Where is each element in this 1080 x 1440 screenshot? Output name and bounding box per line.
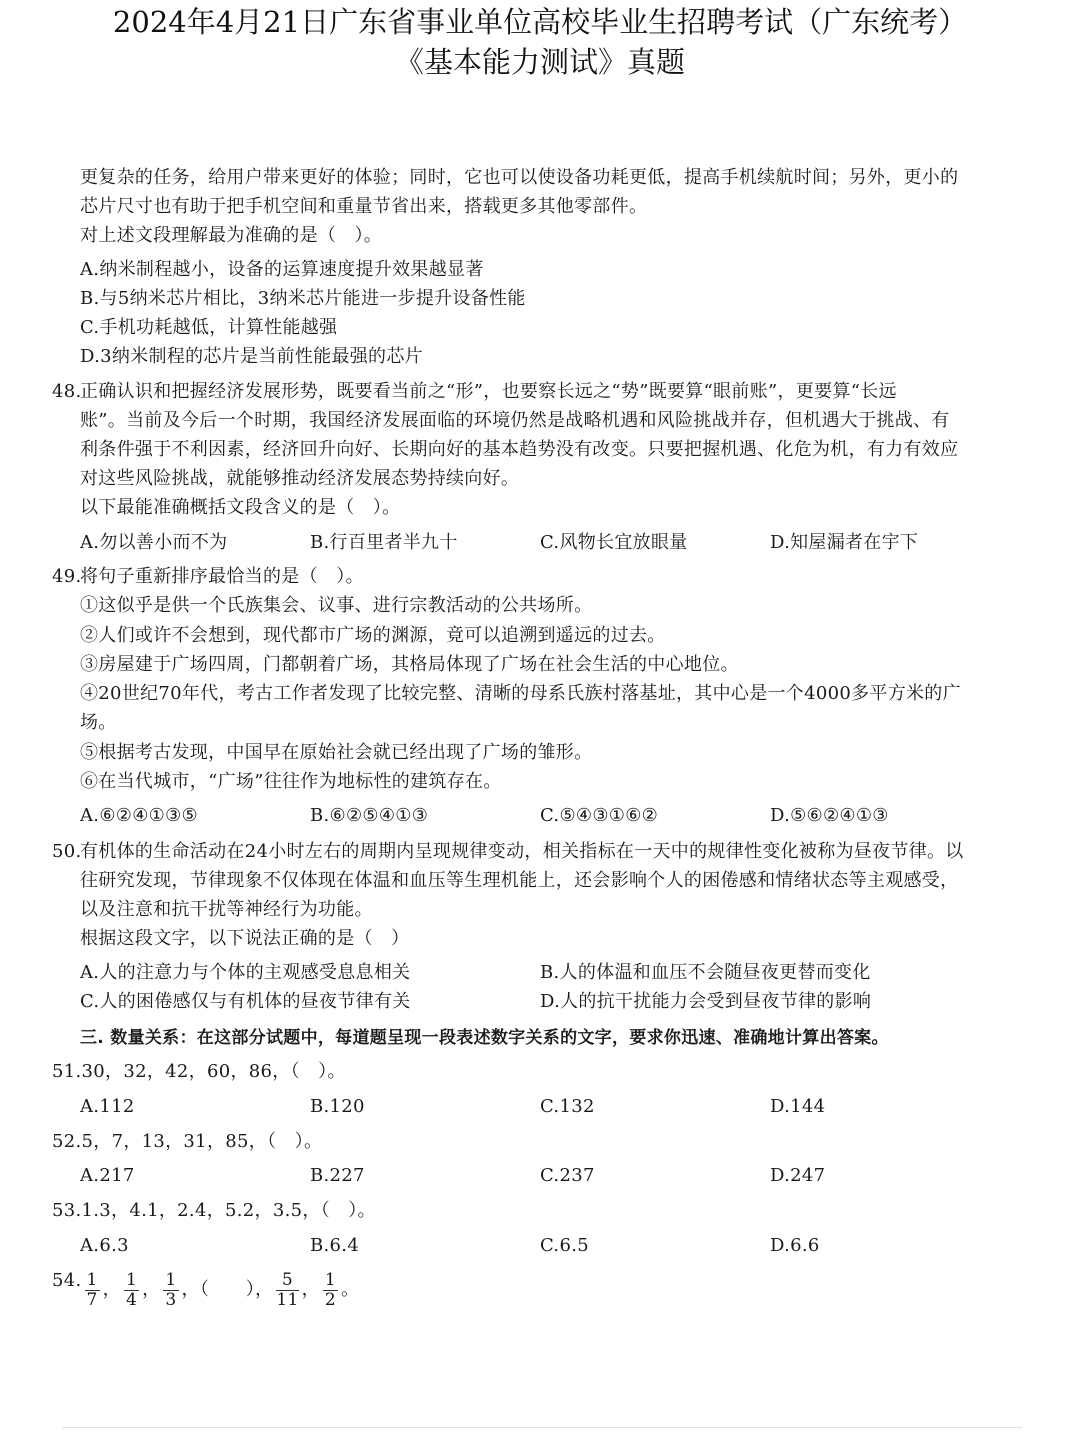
q47-option-b: B.与5纳米芯片相比，3纳米芯片能进一步提升设备性能 <box>80 288 526 309</box>
numerator: 1 <box>165 1269 177 1290</box>
q50-prompt: 根据这段文字，以下说法正确的是（ ） <box>80 928 410 949</box>
separator: ， <box>301 1279 320 1300</box>
q49-sentence: ⑥在当代城市，“广场”往往作为地标性的建筑存在。 <box>80 771 502 792</box>
q49-sentence: ⑤根据考古发现，中国早在原始社会就已经出现了广场的雏形。 <box>80 742 593 763</box>
q50-passage-line: 以及注意和抗干扰等神经行为功能。 <box>80 899 373 920</box>
section-heading-quantitative: 三. 数量关系：在这部分试题中，每道题呈现一段表述数字关系的文字，要求你迅速、准确地计算出答案。 <box>80 1028 889 1048</box>
q47-passage-line: 更复杂的任务，给用户带来更好的体验；同时，它也可以使设备功耗更低，提高手机续航时间；另外，更小的 <box>80 167 959 188</box>
q48-number: 48. <box>52 381 82 402</box>
q53-option-d: D.6.6 <box>770 1235 820 1256</box>
q49-sentence: ④20世纪70年代，考古工作者发现了比较完整、清晰的母系氏族村落基址，其中心是一个4000多平方米的广 <box>80 683 961 704</box>
q50-option-b: B.人的体温和血压不会随昼夜更替而变化 <box>540 962 871 983</box>
denominator: 11 <box>276 1289 299 1310</box>
numerator: 1 <box>125 1269 138 1290</box>
q53-option-b: B.6.4 <box>310 1235 360 1256</box>
q49-number: 49. <box>52 566 82 587</box>
period: 。 <box>341 1279 360 1300</box>
q49-sentence: ②人们或许不会想到，现代都市广场的渊源，竟可以追溯到遥远的过去。 <box>80 625 666 646</box>
q51-option-a: A.112 <box>80 1096 135 1117</box>
denominator: 2 <box>324 1289 337 1310</box>
q54-stem <box>52 1268 359 1312</box>
separator: ， <box>102 1279 121 1300</box>
q52-stem: 52.5，7，13，31，85，（ ）。 <box>52 1131 323 1152</box>
q53-option-a: A.6.3 <box>80 1235 129 1256</box>
q47-option-d: D.3纳米制程的芯片是当前性能最强的芯片 <box>80 346 423 367</box>
q52-option-d: D.247 <box>770 1165 826 1186</box>
q50-number: 50. <box>52 841 82 862</box>
q47-prompt: 对上述文段理解最为准确的是（ ）。 <box>80 225 383 246</box>
q50-option-a: A.人的注意力与个体的主观感受息息相关 <box>80 962 411 983</box>
fraction <box>85 1271 100 1310</box>
q48-passage-line: 对这些风险挑战，就能够推动经济发展态势持续向好。 <box>80 468 520 489</box>
q48-option-d: D.知屋漏者在宇下 <box>770 532 919 553</box>
q49-sentence: ①这似乎是供一个氏族集会、议事、进行宗教活动的公共场所。 <box>80 595 593 616</box>
numerator: 1 <box>324 1269 337 1290</box>
q48-option-c: C.风物长宜放眼量 <box>540 532 688 553</box>
q48-passage-line: 账”。当前及今后一个时期，我国经济发展面临的环境仍然是战略机遇和风险挑战并存，但机遇大于挑战、有 <box>80 410 950 431</box>
q51-option-c: C.132 <box>540 1096 595 1117</box>
numerator: 5 <box>276 1271 298 1291</box>
q49-option-c: C.⑤④③①⑥② <box>540 805 659 826</box>
q48-passage-line: 正确认识和把握经济发展形势，既要看当前之“形”，也要察长远之“势”既要算“眼前账”，更要算“长远 <box>80 381 897 402</box>
fraction <box>276 1271 298 1310</box>
q49-sentence: 场。 <box>80 712 117 733</box>
q48-prompt: 以下最能准确概括文段含义的是（ ）。 <box>80 497 401 518</box>
q47-passage-line: 芯片尺寸也有助于把手机空间和重量节省出来，搭载更多其他零部件。 <box>80 196 648 217</box>
q53-stem: 53.1.3，4.1，2.4，5.2，3.5，（ ）。 <box>52 1200 376 1221</box>
q50-option-c: C.人的困倦感仅与有机体的昼夜节律有关 <box>80 991 411 1012</box>
q48-option-b: B.行百里者半九十 <box>310 532 458 553</box>
q52-option-a: A.217 <box>80 1165 135 1186</box>
q48-passage-line: 利条件强于不利因素，经济回升向好、长期向好的基本趋势没有改变。只要把握机遇、化危为机，有力有效应 <box>80 439 959 460</box>
denominator: 3 <box>165 1289 177 1310</box>
q49-option-d: D.⑤⑥②④①③ <box>770 805 889 826</box>
document-title-line2: 《基本能力测试》真题 <box>394 45 685 79</box>
answer-blank: （ ） <box>199 1279 256 1300</box>
q50-passage-line: 有机体的生命活动在24小时左右的周期内呈现规律变动，相关指标在一天中的规律性变化被称为昼夜节律。以 <box>80 841 964 862</box>
q54-number: 54. <box>52 1270 82 1291</box>
q50-option-d: D.人的抗干扰能力会受到昼夜节律的影响 <box>540 991 872 1012</box>
q52-option-b: B.227 <box>310 1165 365 1186</box>
q52-option-c: C.237 <box>540 1165 595 1186</box>
fraction <box>323 1271 338 1310</box>
q53-option-c: C.6.5 <box>540 1235 589 1256</box>
denominator: 4 <box>125 1289 138 1310</box>
separator: ， <box>181 1279 200 1300</box>
q50-passage-line: 往研究发现，节律现象不仅体现在体温和血压等生理机能上，还会影响个人的困倦感和情绪状态等主观感受， <box>80 870 959 891</box>
q49-option-a: A.⑥②④①③⑤ <box>80 805 198 826</box>
q48-option-a: A.勿以善小而不为 <box>80 532 228 553</box>
page-divider <box>62 1427 1022 1428</box>
separator: ， <box>142 1279 161 1300</box>
q51-option-d: D.144 <box>770 1096 826 1117</box>
numerator: 1 <box>86 1269 98 1290</box>
document-title-line1: 2024年4月21日广东省事业单位高校毕业生招聘考试（广东统考） <box>112 5 968 39</box>
q49-prompt: 将句子重新排序最恰当的是（ ）。 <box>80 566 364 587</box>
q49-sentence: ③房屋建于广场四周，门都朝着广场，其格局体现了广场在社会生活的中心地位。 <box>80 654 739 675</box>
q49-option-b: B.⑥②⑤④①③ <box>310 805 429 826</box>
separator: ， <box>255 1279 274 1300</box>
fraction <box>124 1271 139 1310</box>
q51-option-b: B.120 <box>310 1096 365 1117</box>
fraction <box>163 1271 178 1310</box>
denominator: 7 <box>86 1289 98 1310</box>
q51-stem: 51.30，32，42，60，86，（ ）。 <box>52 1061 346 1082</box>
q47-option-a: A.纳米制程越小，设备的运算速度提升效果越显著 <box>80 259 484 280</box>
q47-option-c: C.手机功耗越低，计算性能越强 <box>80 317 338 338</box>
